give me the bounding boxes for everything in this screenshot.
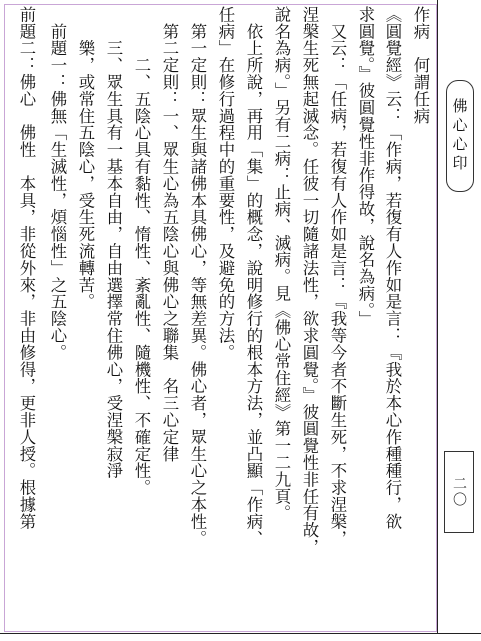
- book-title-tab: [446, 80, 474, 192]
- text-column: 任病」在修行過程中的重要性，及避免的方法。: [216, 6, 235, 361]
- text-column: 前題二：佛心 佛性 本具，非從外來，非由修得，更非人授。根據第: [17, 6, 36, 530]
- text-column: 《圓覺經》云：「作病，若復有人作如是言：『我於本心作種種行，欲: [383, 6, 402, 530]
- text-column: 作病 何謂任病: [411, 6, 430, 125]
- text-column: 說名為病。」另有二病：止病、滅病。見《佛心常住經》第一二九頁。: [272, 6, 291, 522]
- text-column: 第一定則：眾生與諸佛本具佛心，等無差異。佛心者，眾生心之本性。: [188, 6, 207, 547]
- text-column: 三、眾生具有一基本自由，自由選擇常住佛心，受涅槃寂淨: [104, 6, 123, 480]
- bottom-rule: [0, 633, 481, 634]
- text-column: 又云：「任病，若復有人作如是言：『我等今者不斷生死，不求涅槃，: [328, 6, 347, 547]
- text-column: 涅槃生死無起滅念。任彼一切隨諸法性，欲求圓覺。』彼圓覺性非任有故，: [300, 6, 319, 556]
- text-column: 前題一：佛無「生滅性，煩惱性」之五陰心。: [48, 6, 67, 361]
- book-title: 佛心心印: [450, 98, 469, 174]
- text-column: 二、五陰心具有黏性、惰性、紊亂性、隨機性、不確定性。: [132, 6, 151, 497]
- text-column: 第二定則：一、眾生心為五陰心與佛心之聯集 名三心定律: [160, 6, 179, 463]
- text-column: 依上所說，再用「集」的概念，說明修行的根本方法，並凸顯「作病、: [244, 6, 263, 547]
- page-number-box: [444, 451, 474, 533]
- page-number: 二〇: [451, 476, 467, 508]
- text-column: 求圓覺。』彼圓覺性非作得故，說名為病。」: [356, 6, 375, 328]
- text-column: 樂，或常住五陰心，受生死流轉苦。: [76, 6, 95, 311]
- margin-rule: [437, 0, 438, 634]
